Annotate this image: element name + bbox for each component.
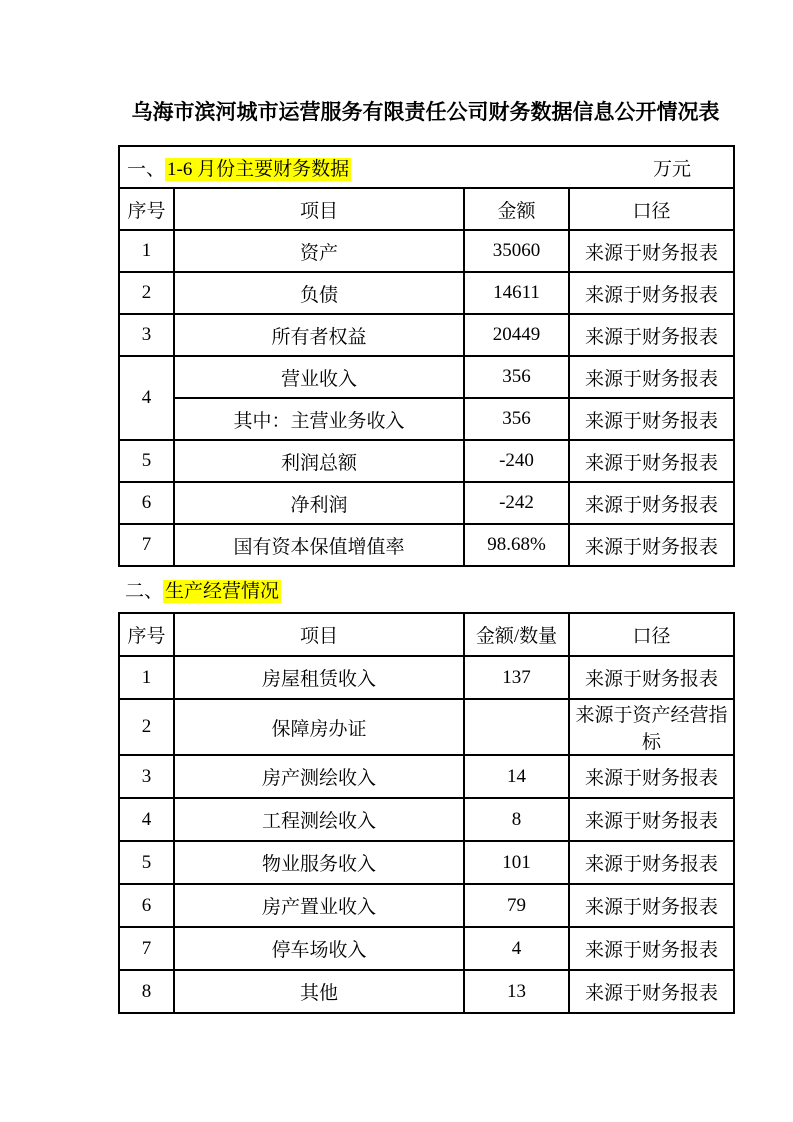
item-cell: 物业服务收入 — [174, 841, 464, 884]
caliber-cell: 来源于财务报表 — [569, 230, 734, 272]
header-cell-item: 项目 — [174, 188, 464, 230]
caliber-cell: 来源于财务报表 — [569, 272, 734, 314]
header-cell-caliber: 口径 — [569, 613, 734, 656]
amount-cell: 14 — [464, 755, 569, 798]
row-number-cell: 8 — [119, 970, 174, 1013]
amount-cell: 98.68% — [464, 524, 569, 566]
amount-cell: 35060 — [464, 230, 569, 272]
table-row — [119, 524, 734, 566]
table-row — [119, 356, 734, 398]
document-title: 乌海市滨河城市运营服务有限责任公司财务数据信息公开情况表 — [131, 100, 720, 124]
operation-data-table — [118, 612, 735, 1014]
item-cell: 负债 — [174, 272, 464, 314]
item-cell: 其他 — [174, 970, 464, 1013]
table-row — [119, 230, 734, 272]
caliber-cell: 来源于资产经营指标 — [569, 699, 734, 755]
row-number-cell: 2 — [119, 699, 174, 755]
row-number-cell: 1 — [119, 656, 174, 699]
header-cell-amount: 金额/数量 — [464, 613, 569, 656]
amount-cell: -240 — [464, 440, 569, 482]
row-number-cell: 7 — [119, 524, 174, 566]
row-number-cell: 5 — [119, 440, 174, 482]
header-cell-item: 项目 — [174, 613, 464, 656]
caliber-cell: 来源于财务报表 — [569, 482, 734, 524]
header-cell-caliber: 口径 — [569, 188, 734, 230]
row-number-cell: 6 — [119, 884, 174, 927]
section-1-caption-row — [119, 146, 734, 188]
item-cell: 所有者权益 — [174, 314, 464, 356]
financial-data-table — [118, 145, 735, 567]
item-cell: 资产 — [174, 230, 464, 272]
amount-cell: 20449 — [464, 314, 569, 356]
amount-cell: 4 — [464, 927, 569, 970]
item-cell: 利润总额 — [174, 440, 464, 482]
table-row — [119, 798, 734, 841]
caliber-cell: 来源于财务报表 — [569, 398, 734, 440]
row-number-cell: 6 — [119, 482, 174, 524]
caliber-cell: 来源于财务报表 — [569, 841, 734, 884]
table-row — [119, 755, 734, 798]
table-row — [119, 314, 734, 356]
caliber-cell: 来源于财务报表 — [569, 656, 734, 699]
amount-cell: -242 — [464, 482, 569, 524]
amount-cell: 356 — [464, 398, 569, 440]
row-number-cell: 1 — [119, 230, 174, 272]
section-2-heading — [118, 580, 733, 604]
header-cell-no: 序号 — [119, 188, 174, 230]
table-row — [119, 927, 734, 970]
table-row — [119, 272, 734, 314]
item-cell: 其中：主营业务收入 — [174, 398, 464, 440]
caliber-cell: 来源于财务报表 — [569, 356, 734, 398]
caliber-cell: 来源于财务报表 — [569, 755, 734, 798]
amount-cell: 356 — [464, 356, 569, 398]
amount-cell — [464, 699, 569, 755]
row-number-cell: 4 — [119, 798, 174, 841]
row-number-cell: 3 — [119, 755, 174, 798]
row-number-cell: 5 — [119, 841, 174, 884]
header-cell-no: 序号 — [119, 613, 174, 656]
header-cell-amount: 金额 — [464, 188, 569, 230]
caliber-cell: 来源于财务报表 — [569, 970, 734, 1013]
item-cell: 停车场收入 — [174, 927, 464, 970]
amount-cell: 79 — [464, 884, 569, 927]
item-cell: 工程测绘收入 — [174, 798, 464, 841]
table-row — [119, 970, 734, 1013]
caliber-cell: 来源于财务报表 — [569, 798, 734, 841]
amount-cell: 8 — [464, 798, 569, 841]
document-content — [118, 98, 733, 1014]
amount-cell: 13 — [464, 970, 569, 1013]
section-1-caption-cell — [119, 146, 734, 188]
table-row — [119, 884, 734, 927]
caliber-cell: 来源于财务报表 — [569, 927, 734, 970]
item-cell: 房产测绘收入 — [174, 755, 464, 798]
row-number-cell: 7 — [119, 927, 174, 970]
amount-cell: 14611 — [464, 272, 569, 314]
row-number-cell: 3 — [119, 314, 174, 356]
row-number-cell: 2 — [119, 272, 174, 314]
section-2-highlight: 生产经营情况 — [165, 581, 280, 602]
table-row — [119, 482, 734, 524]
table-row — [119, 699, 734, 755]
table-row — [119, 656, 734, 699]
table-row — [119, 841, 734, 884]
item-cell: 国有资本保值增值率 — [174, 524, 464, 566]
table-row — [119, 440, 734, 482]
caliber-cell: 来源于财务报表 — [569, 314, 734, 356]
caliber-cell: 来源于财务报表 — [569, 884, 734, 927]
item-cell: 净利润 — [174, 482, 464, 524]
item-cell: 房屋租赁收入 — [174, 656, 464, 699]
section-1-heading — [120, 154, 351, 181]
table-header-row — [119, 613, 734, 656]
amount-cell: 101 — [464, 841, 569, 884]
table-header-row — [119, 188, 734, 230]
section-1-highlight: 1-6 月份主要财务数据 — [167, 158, 350, 180]
caliber-cell: 来源于财务报表 — [569, 524, 734, 566]
item-cell: 房产置业收入 — [174, 884, 464, 927]
unit-label: 万元 — [653, 158, 692, 180]
caliber-cell: 来源于财务报表 — [569, 440, 734, 482]
item-cell: 营业收入 — [174, 356, 464, 398]
section-2-prefix: 二、 — [125, 581, 164, 602]
table-row — [119, 398, 734, 440]
section-1-prefix: 一、 — [127, 158, 166, 180]
amount-cell: 137 — [464, 656, 569, 699]
item-cell: 保障房办证 — [174, 699, 464, 755]
row-number-cell: 4 — [119, 356, 174, 440]
